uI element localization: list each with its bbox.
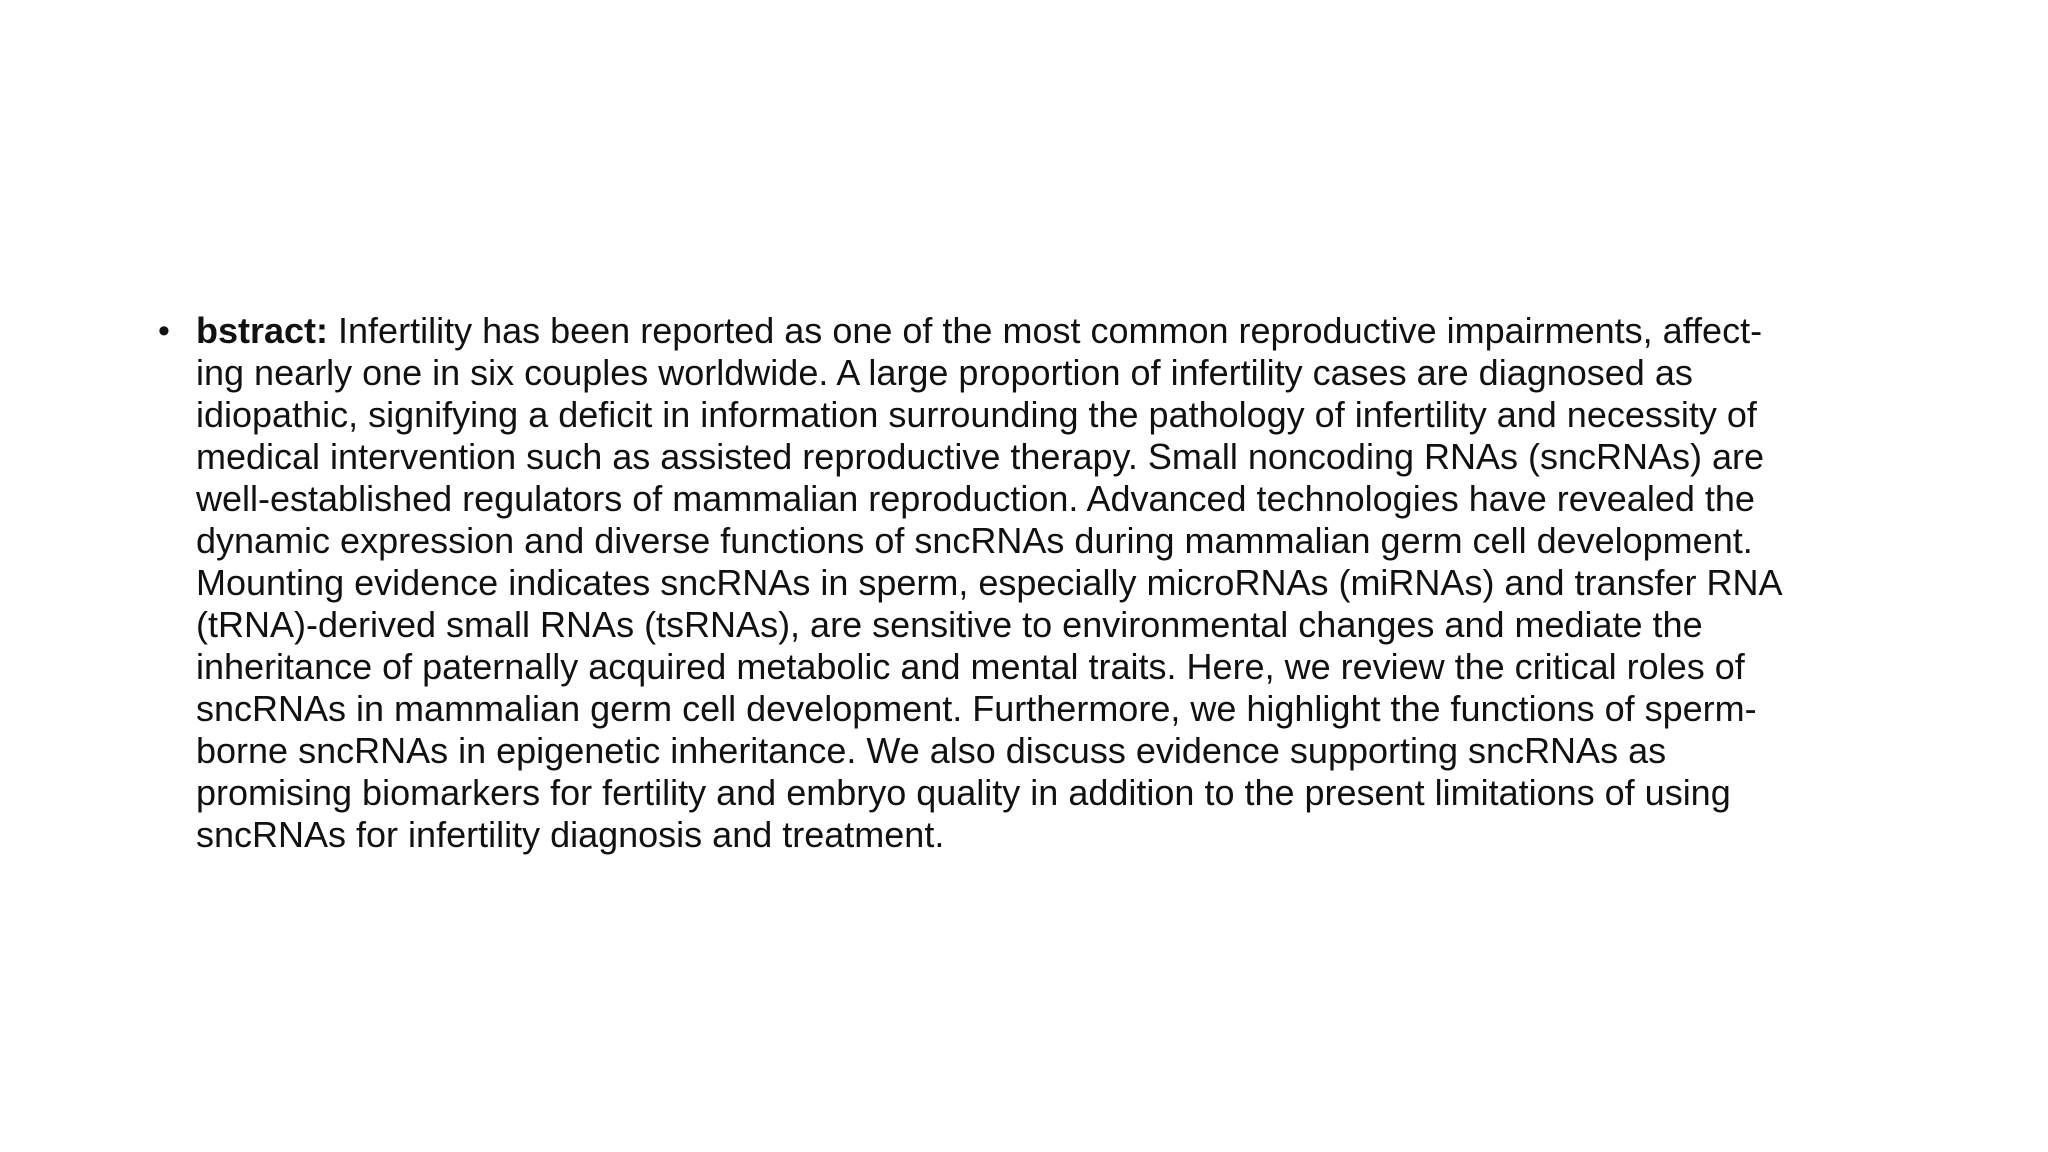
abstract-list — [152, 310, 1912, 856]
abstract-line-9: inheritance of paternally acquired metabolic and mental traits. Here, we review the critical roles of — [196, 646, 1745, 687]
abstract-line-12: promising biomarkers for fertility and embryo quality in addition to the present limitations of using — [196, 772, 1731, 813]
abstract-line-1-text: Infertility has been reported as one of the most common reproductive impairments, affect- — [328, 310, 1763, 351]
abstract-line-10: sncRNAs in mammalian germ cell development. Furthermore, we highlight the functions of sperm- — [196, 688, 1757, 729]
abstract-line-11: borne sncRNAs in epigenetic inheritance. We also discuss evidence supporting sncRNAs as — [196, 730, 1667, 771]
abstract-item — [152, 310, 1912, 856]
abstract-heading: bstract: — [196, 310, 329, 351]
abstract-line-2: ing nearly one in six couples worldwide. A large proportion of infertility cases are diagnosed as — [196, 352, 1693, 393]
abstract-line-3: idiopathic, signifying a deficit in information surrounding the pathology of infertility and necessity of — [196, 394, 1757, 435]
abstract-line-1 — [196, 310, 1912, 352]
abstract-line-8: (tRNA)-derived small RNAs (tsRNAs), are sensitive to environmental changes and mediate the — [196, 604, 1703, 645]
abstract-line-6: dynamic expression and diverse functions of sncRNAs during mammalian germ cell development. — [196, 520, 1753, 561]
abstract-line-13: sncRNAs for infertility diagnosis and treatment. — [196, 814, 945, 855]
bullet-icon: • — [158, 312, 170, 350]
abstract-line-4: medical intervention such as assisted reproductive therapy. Small noncoding RNAs (sncRNAs) are — [196, 436, 1765, 477]
abstract-line-5: well-established regulators of mammalian reproduction. Advanced technologies have revealed the — [196, 478, 1755, 519]
abstract-line-7: Mounting evidence indicates sncRNAs in sperm, especially microRNAs (miRNAs) and transfer RNA — [196, 562, 1783, 603]
